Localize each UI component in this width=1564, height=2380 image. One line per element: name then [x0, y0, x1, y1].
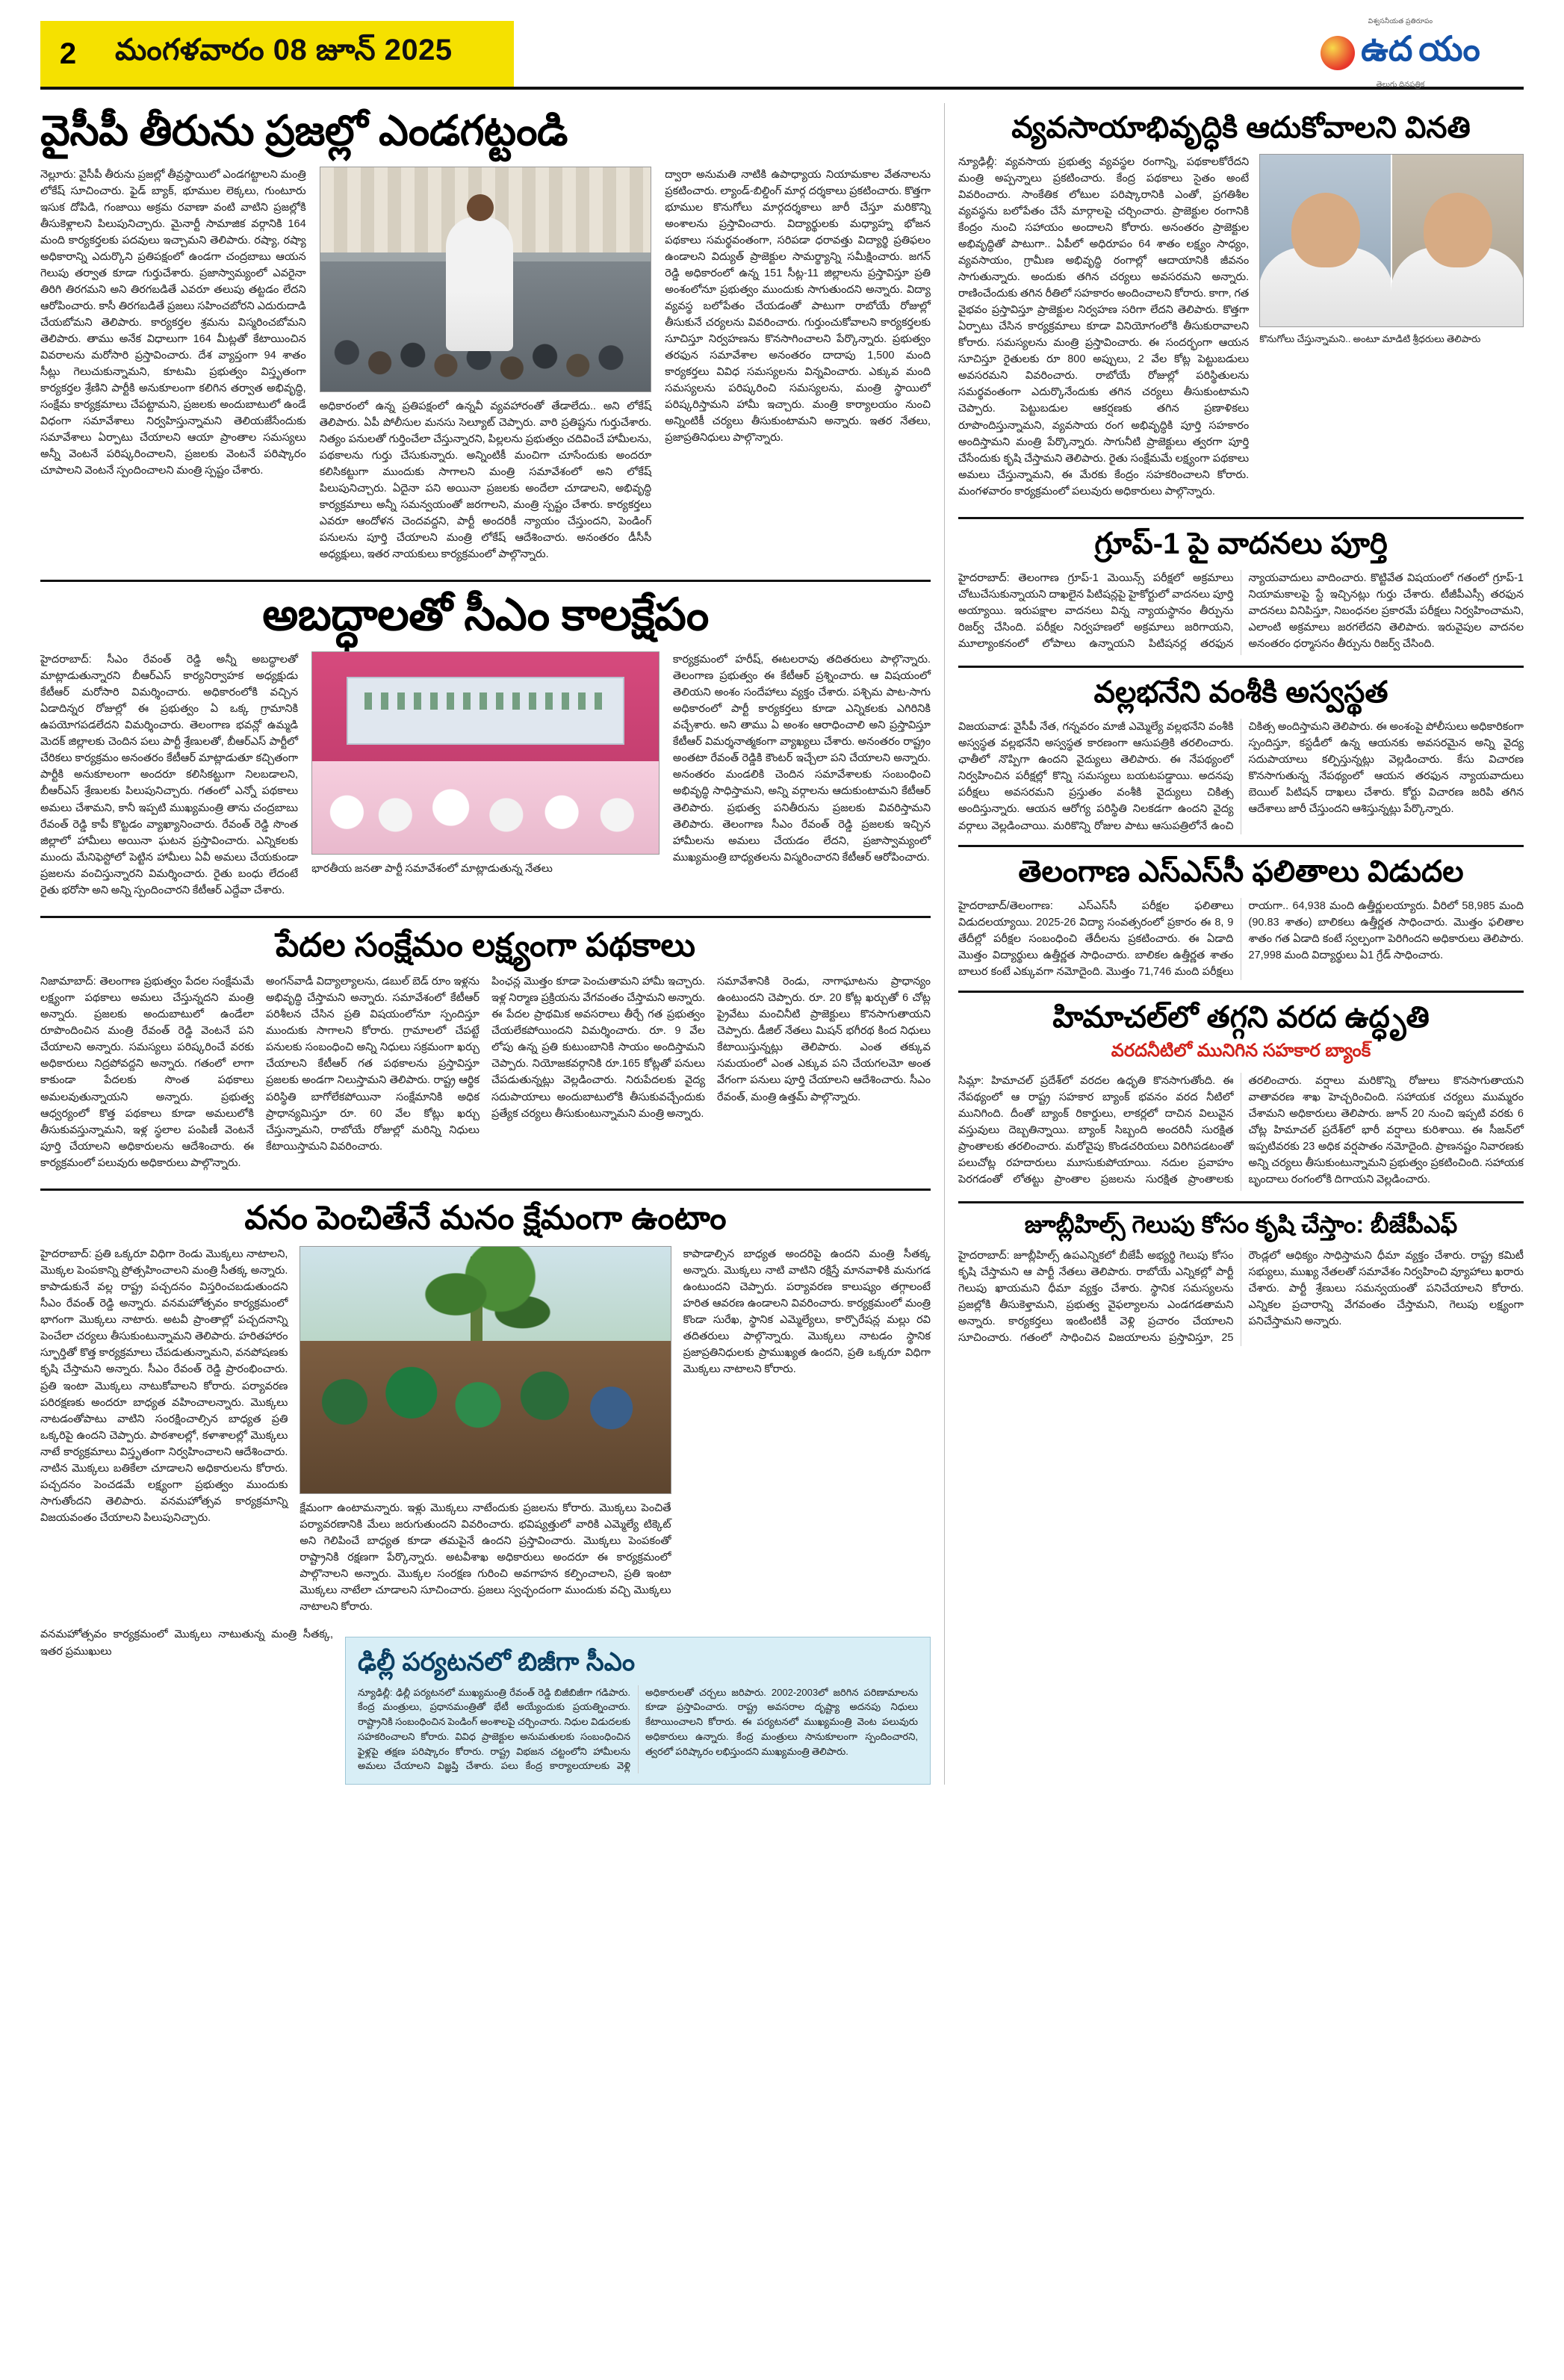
page-body: [40, 90, 1524, 1785]
article-himachal: [958, 1000, 1524, 1191]
newspaper-page: [0, 17, 1564, 2380]
headline-bjp: జూబ్లీహిల్స్ గెలుపు కోసం కృషి చేస్తాం: బీజేపీఎఫ్: [1024, 1211, 1458, 1239]
ysrcp-text-2: అధికారంలో ఉన్న ప్రతిపక్షంలో ఉన్నవీ వ్యవహారంతో తేడాలేదు.. అని లోకేష్ తెలిపారు. ఏపీ పోలీసుల మనసు సెల్యూట్ చెప్పారు. వారి ప్రతిష్టను గుర్తుచేశారు. నిత్యం పనులతో గుర్తించేలా చేస్తున్నారని, పిల్లలను ప్రభుత్వం చదివించే హామీలను, పథకాలను గుర్తు చేసుకున్నారు. అన్నింటికీ మంచిగా చూసేందుకు అందరూ కలిసికట్టుగా ముందుకు సాగాలని మంత్రి సమావేశంలో అని లోకేష్ పిలుపునిచ్చారు. ఏదైనా పని అయినా ప్రజలకు అందేలా చూడాలని, అభివృద్ధి కార్యక్రమాలు అన్నీ సమన్వయంతో జరగాలని, మంత్రి స్పష్టం చేశారు. కార్యకర్తలు ఎవరూ ఆందోళన చెందవద్దని, పార్టీ అందరికీ న్యాయం చేస్తుందని, పెండింగ్ పనులను పూర్తి చేయాలని మంత్రి లోకేష్ ఆదేశించారు. అనంతరం డీసీసీ అధ్యక్షులు, ఇతర నాయకులు కార్యక్రమంలో పాల్గొన్నారు.: [319, 400, 652, 560]
forest-media-col: [300, 1246, 671, 1622]
logo-tagline-top: విశ్వసనీయత ప్రతిరూపం: [1368, 17, 1433, 25]
poverty-col-3: [491, 973, 705, 1177]
agri-media-col: [1259, 154, 1524, 506]
forest-filler-col: [40, 1626, 333, 1785]
ysrcp-text-3: ద్వారా అనుమతి నాటికి ఉపాధ్యాయ నియామకాల వేతనాలను ప్రకటించారు. ల్యాండ్-బిల్డింగ్ మార్గ దర్శకాలు ప్రకటించారు. కొత్తగా భూముల కొనుగోలు మార్గదర్శకాలు జారీ చేస్తూ మరికొన్ని అంశాలను ప్రస్తావించారు. విద్యార్థులకు మధ్యాహ్న భోజన పథకాలు సమర్థవంతంగా, సరిపడా ధరావత్తు విద్యార్థి ప్రతిఫలం ఉండాలని విద్యుత్ ప్రాజెక్టుల సామర్థ్యాన్ని సమీక్షించారు. జగన్ రెడ్డి అధికారంలో ఉన్న 151 సీట్ల-11 జిల్లాలను ప్రస్తావిస్తూ ప్రతి అంశంలోనూ ప్రభుత్వం ముందుకు సాగుతుందని అన్నారు. విద్యా వ్యవస్థ బలోపేతం చేయడంతో పాటుగా రాబోయే రోజుల్లో తీసుకునే చర్యలను వివరించారు. గుర్తుంచుకోవాలని కార్యకర్తలకు సూచిస్తూ నిర్వహణను కొనసాగించాలని పేర్కొన్నారు. ప్రభుత్వం తరఫున సమావేశాల అనంతరం దాదాపు 1,500 మంది కార్యకర్తలు వివిధ సమస్యలను విన్నవించారు. ఎక్కువ మంది సమస్యలను పరిష్కరించి సమస్యలను, మంత్రి స్థాయిలో పరిష్కరిస్తామని హామీ ఇచ్చారు. మంత్రి కార్యాలయం నుంచి అన్నింటికీ చర్యలు తీసుకుంటామని అన్నారు. ఇతర నేతలు, ప్రజాప్రతినిధులు పాల్గొన్నారు.: [665, 168, 931, 444]
forest-col-3: [683, 1246, 931, 1622]
poverty-text-2: అంగన్‌వాడీ విద్యాల్యాలను, డబుల్ బెడ్ రూం ఇళ్లను అభివృద్ధి చేస్తామని అన్నారు. సమావేశంలో కేటీఆర్ పరిశీలన చేసిన ప్రతి విషయంలోనూ స్పందిస్తూ ముందుకు సాగాలని కోరారు. గ్రామాలలో చేపట్టే పనులకు సంబంధించి అన్ని నిధులు సక్రమంగా ఖర్చు చేయాలని కేటీఆర్ గత పథకాలను ప్రస్తావిస్తూ ప్రజలకు అండగా నిలుస్తామని తెలిపారు. రాష్ట్ర ఆర్థిక పరిస్థితి బాగోలేకపోయినా సంక్షేమానికి అధిక ప్రాధాన్యమిస్తూ రూ. 60 వేల కోట్లు ఖర్చు చేస్తున్నామని, రాబోయే రోజుల్లో మరిన్ని నిధులు కేటాయిస్తామని వివరించారు.: [266, 976, 480, 1153]
poverty-text-1: నిజామాబాద్: తెలంగాణ ప్రభుత్వం పేదల సంక్షేమమే లక్ష్యంగా పథకాలు అమలు చేస్తున్నదని మంత్రి అన్నారు. ప్రజలకు అందుబాటులో ఉండేలా రూపొందించిన మంత్రి రేవంత్ రెడ్డి వెంటనే పని చేయాలని అన్నారు. సమస్యలు పరిష్కరించే వరకు అధికారులు నిద్రపోవద్దని అన్నారు. గతంలో లాగా కాకుండా పేదలకు సొంత పథకాలు అమలవుతున్నాయని అన్నారు. ప్రభుత్వ ఆధ్వర్యంలో కొత్త పథకాలు కూడా అమలులోకి తీసుకువస్తున్నామని, ఇళ్ల స్థలాల పంపిణీ వెంటనే పూర్తి చేయాలని అధికారులను ఆదేశించారు. ఈ కార్యక్రమంలో పలువురు అధికారులు పాల్గొన్నారు.: [40, 976, 254, 1169]
headline-group1: గ్రూప్-1 పై వాదనలు పూర్తి: [1094, 527, 1388, 560]
ysrcp-text-1: నెల్లూరు: వైసీపీ తీరును ప్రజల్లో తీవ్రస్థాయిలో ఎండగట్టాలని మంత్రి లోకేష్ సూచించారు. ఫైడ్ బ్యాక్, భూముల లెక్కలు, గుంటూరు ఇసుక దోపిడి, గంజాయి అక్రమ రవాణా వంటి వాటిని ప్రజల్లోకి తీసుకెళ్లాలని పిలుపునిచ్చారు. మైనార్టీ సామాజిక వర్గానికి 164 మంది కార్యకర్తలకు పదవులు ఇచ్చామని తెలిపారు. రష్యా, రష్యా అధికారాన్ని ఎదుర్కొని ప్రతిపక్షంలో ఉండగా చంద్రబాబు ఆయన గెలుపు తర్వాత కూడా గుర్తుచేశారు. ప్రజాస్వామ్యంలో ఎవరైనా తిరిగి తిరగమని అని తిరగబడితే ఎవరూ తలుపు తట్టడం లేదని ఆరోపించారు. కాసీ తిరగబడితే ప్రజలు సహించబోరని ఎదురుదాడి చేయబోమని తెలిపారు. కార్యకర్తల శ్రమను విస్మరించబోమని తెలిపారు. తాము అనేక విధాలుగా 164 మీట్లతో కేటాయించిన వివరాలను మరోసారి ప్రస్తావించారు. దేశ వ్యాప్తంగా 94 శాతం సీట్లు గెలుచుకున్నామని, కూటమి ప్రభుత్వం విస్తృతంగా కార్యకర్తల శ్రేణిని పార్టీకి అనుకూలంగా కలిగిన తర్వాత అభివృద్ధి, సంక్షేమ కార్యక్రమాలు చేపట్టామని, ప్రజలకు అందుబాటులో ఉండే విధంగా సమావేశాలు నిర్వహిస్తున్నామని తెలియజేసేందుకు సమావేశాలు ఏర్పాటు చేయాలని ఆయా ప్రాంతాల సమస్యలు అన్నీ వెంటనే పరిష్కరించాలని, ప్రజలకు వెంటనే పరిష్కారం చూపాలని వెంటనే స్పందించాలని మంత్రి స్పష్టం చేశారు.: [40, 168, 306, 477]
agri-photo-caption: కొనుగోలు చేస్తున్నామని.. అంటూ మాడిటి శ్రీధరులు తెలిపారు: [1259, 333, 1481, 344]
cm-lies-text-1: హైదరాబాద్: సీఎం రేవంత్ రెడ్డి అన్నీ అబద్ధాలతో మాట్లాడుతున్నారని బీఆర్ఎస్ కార్యనిర్వాహక అధ్యక్షుడు కేటీఆర్ మరోసారి విమర్శించారు. అధికారంలోకి వచ్చిన ఏడాదిన్నర రోజుల్లో ఈ ప్రభుత్వం ఏ ఒక్క గ్రామానికి ఉపయోగపడలేదని విమర్శించారు. తెలంగాణ భవన్లో ఉమ్మడి మెదక్ జిల్లాలకు చెందిన పలు పార్టీ శ్రేణులతో, బీఆర్ఎస్ పార్టీలో చేరికలు కార్యక్రమం అనంతరం కేటీఆర్ మాట్లాడుతూ కచ్చితంగా పార్టీకి అనుకూలంగా అందరూ కలిసికట్టుగా నిలబడాలని, బీఆర్ఎస్ శ్రేణులకు పిలుపునిచ్చారు. గతంలో ఎన్నో పథకాలు అమలు చేశామని, కానీ ఇప్పటి ముఖ్యమంత్రి తాను చంద్రబాబు రేవంత్ రెడ్డి కాపీ కొట్టడం వ్యాఖ్యానించారు. రేవంత్ రెడ్డి సొంత జిల్లాలో హామీలు అయినా ఘటన ప్రస్తావించారు. ఎన్నికలకు ముందు మేనిఫెస్టోలో పెట్టిన హామీలు ఏవీ అమలు చేయకుండా ప్రజలను వంచిస్తున్నారని విమర్శించారు. రైతు బంధు లేదంటే రైతు భరోసా అని అన్ని స్పందించారని కేటీఆర్ ఎద్దేవా చేశారు.: [40, 654, 299, 896]
forest-text-1: హైదరాబాద్: ప్రతి ఒక్కరూ విధిగా రెండు మొక్కలు నాటాలని, మొక్కల పెంపకాన్ని ప్రోత్సహించాలని మంత్రి సీతక్క అన్నారు. కాపాడుకునే వల్ల రాష్ట్ర పచ్చదనం విస్తరించబడుతుందని సీఎం రేవంత్ రెడ్డి అన్నారు. వనమహోత్సవం కార్యక్రమంలో భాగంగా మొక్కలు నాటారు. అటవీ ప్రాంతాల్లో పచ్చదనాన్ని పెంచేలా చర్యలు తీసుకుంటున్నామని తెలిపారు. హరితహారం స్ఫూర్తితో కొత్త కార్యక్రమాలు చేపడుతున్నామని, వనపోషణకు కృషి చేస్తామని అన్నారు. సీఎం రేవంత్ రెడ్డి ప్రారంభించారు. ప్రతి ఇంటా మొక్కలు నాటుకోవాలని కోరారు. పర్యావరణ పరిరక్షణకు అందరూ బాధ్యత వహించాలన్నారు. మొక్కలు నాటడంతోపాటు వాటిని సంరక్షించాల్సిన బాధ్యత ప్రతి ఒక్కరిపై ఉందని చెప్పారు. పాఠశాలల్లో, కళాశాలల్లో మొక్కలు నాటే కార్యక్రమాలు విస్తృతంగా నిర్వహించాలని ఆదేశించారు. నాటిన మొక్కలు బతికేలా చూడాలని అధికారులను కోరారు. పచ్చదనం పెంచడమే లక్ష్యంగా ప్రభుత్వం ముందుకు సాగుతోందని తెలిపారు. వనమహోత్సవ కార్యక్రమాన్ని విజయవంతం చేయాలని పిలుపునిచ్చారు.: [40, 1248, 288, 1524]
article-ysrcp: [40, 108, 931, 569]
forest-text-3: కాపాడాల్సిన బాధ్యత అందరిపై ఉందని మంత్రి సీతక్క అన్నారు. మొక్కలు నాటి వాటిని రక్షిస్తే మానవాళికి మనుగడ ఉంటుందని చెప్పారు. పర్యావరణ కాలుష్యం తగ్గాలంటే హరిత ఆవరణ ఉండాలని వివరించారు. కార్యక్రమంలో మంత్రి కొండా సురేఖ, స్థానిక ఎమ్మెల్యేలు, కార్పొరేషన్ల మల్లు రవి తదితరులు పాల్గొన్నారు. మొక్కలు నాటడం స్థానిక ప్రజాప్రతినిధులకు ప్రాముఖ్యత ఉందని, ప్రతి ఒక్కరూ విధిగా మొక్కలు నాటాలని కోరారు.: [683, 1248, 931, 1376]
poverty-col-1: [40, 973, 254, 1177]
agri-text-col: [958, 154, 1249, 506]
poverty-col-4: [717, 973, 931, 1177]
page-number: 2: [59, 37, 77, 70]
ysrcp-col-3: [665, 167, 931, 569]
poverty-col-2: [266, 973, 480, 1177]
article-bjp: [958, 1211, 1524, 1346]
logo-word-primary: ఉద: [1361, 29, 1413, 68]
himachal-text: సిమ్లా: హిమాచల్ ప్రదేశ్‌లో వరదల ఉధృతి కొనసాగుతోంది. ఈ నేపథ్యంలో ఆ రాష్ట్ర సహకార బ్యాంక్ భవనం వరద నీటిలో మునిగింది. దీంతో బ్యాంక్ రికార్డులు, లాకర్లలో దాచిన విలువైన వస్తువులు దెబ్బతిన్నాయి. బ్యాంక్ సిబ్బంది అందరినీ సురక్షిత ప్రాంతాలకు తరలించారు. మరోవైపు కొండచరియలు విరిగిపడటంతో పలుచోట్ల రహదారులు మూసుకుపోయాయి. నదుల ప్రవాహం పెరగడంతో లోతట్టు ప్రాంతాల ప్రజలను సురక్షిత ప్రాంతాలకు తరలించారు. వర్షాలు మరికొన్ని రోజులు కొనసాగుతాయని వాతావరణ శాఖ హెచ్చరించింది. సహాయక చర్యలు ముమ్మరం చేశామని అధికారులు తెలిపారు. జూన్ 20 నుంచి ఇప్పటి వరకు 6 చోట్ల హిమాచల్ ప్రదేశ్‌లో భారీ వర్షాలు కురిశాయి. ఈ సీజన్‌లో ఇప్పటివరకు 23 అధిక వర్షపాతం నమోదైంది. ప్రాణనష్టం నివారణకు అన్ని చర్యలు తీసుకుంటున్నామని ప్రభుత్వం ప్రకటించింది. సహాయక బృందాలు రంగంలోకి దిగాయని వెల్లడించారు.: [958, 1074, 1524, 1186]
cm-lies-photo-caption: భారతీయ జనతా పార్టీ సమావేశంలో మాట్లాడుతున్న నేతలు: [311, 863, 553, 876]
poverty-text-4: సమావేశానికి రెండు, నాగాఘాటను ప్రాధాన్యం ఉంటుందని చెప్పారు. రూ. 20 కోట్ల ఖర్చుతో 6 చోట్ల ప్రైవేటు మంచినీటి ప్రాజెక్టులు కొనసాగుతాయని చెప్పారు. డీజిల్ నేతలు మిషన్ భగీరథ కింద నిధులు కేటాయిస్తున్నట్లు తెలిపారు. ఎంత తక్కువ సమయంలో ఎంత ఎక్కువ పని చేయగలమో అంత వేగంగా పనులు పూర్తి చేయాలని ఆదేశించారు. సీఎం రేవంత్, మంత్రి ఉత్తమ్ పాల్గొన్నారు.: [717, 976, 931, 1103]
vallabhaneni-text: విజయవాడ: వైసీపీ నేత, గన్నవరం మాజీ ఎమ్మెల్యే వల్లభనేని వంశీకి అస్వస్థత వల్లభనేని అస్వస్థత కారణంగా ఆసుపత్రికి తరలించారు. ఛాతీలో నొప్పిగా ఉందని వైద్యులు తెలిపారు. ఈ నేపథ్యంలో నిర్వహించిన పరీక్షల్లో కొన్ని సమస్యలు బయటపడ్డాయి. అదనపు పరీక్షలు అవసరమని ప్రస్తుతం వంశీకి వైద్యులు చికిత్స అందిస్తున్నారు. ఆయన ఆరోగ్య పరిస్థితి నిలకడగా ఉందని వైద్య వర్గాలు వెల్లడించాయి. మరికొన్ని రోజుల పాటు ఆసుపత్రిలోనే ఉంచి చికిత్స అందిస్తామని తెలిపారు. ఈ అంశంపై పోలీసులు అధికారికంగా స్పందిస్తూ, కస్టడీలో ఉన్న ఆయనకు అవసరమైన అన్ని వైద్య సదుపాయాలు కల్పిస్తున్నట్లు వెల్లడించారు. కేసు విచారణ కొనసాగుతున్న నేపథ్యంలో ఆయన తరఫున న్యాయవాదులు బెయిల్ పిటిషన్ దాఖలు చేశారు. కోర్టు విచారణ జరిపి తగిన ఆదేశాలు జారీ చేస్తుందని ఆశిస్తున్నట్లు పేర్కొన్నారు.: [958, 721, 1524, 832]
issue-date: మంగళవారం 08 జూన్ 2025: [115, 33, 453, 66]
article-ssc: [958, 855, 1524, 980]
masthead: [40, 17, 1524, 90]
cm-lies-col-1: [40, 651, 298, 905]
delhi-box-text: న్యూఢిల్లీ: ఢిల్లీ పర్యటనలో ముఖ్యమంత్రి రేవంత్ రెడ్డి బిజీబిజీగా గడిపారు. కేంద్ర మంత్రులు, ప్రధానమంత్రితో భేటీ అయ్యేందుకు ప్రయత్నించారు. రాష్ట్రానికి సంబంధించిన పెండింగ్ అంశాలపై చర్చించారు. నిధుల విడుదలకు సహకరించాలని కోరారు. వివిధ ప్రాజెక్టుల అనుమతులకు సంబంధించిన ఫైళ్లపై తక్షణ పరిష్కారం కోరారు. రాష్ట్ర విభజన చట్టంలోని హామీలను అమలు చేయాలని విజ్ఞప్తి చేశారు. పలు కేంద్ర కార్యాలయాలకు వెళ్లి అధికారులతో చర్చలు జరిపారు. 2002-2003లో జరిగిన పరిణామాలను కూడా ప్రస్తావించారు. రాష్ట్ర అవసరాల దృష్ట్యా అదనపు నిధులు కేటాయించాలని కోరారు. ఈ పర్యటనలో ముఖ్యమంత్రి వెంట పలువురు అధికారులు ఉన్నారు. కేంద్ర మంత్రులు సానుకూలంగా స్పందించారని, త్వరలో పరిష్కారం లభిస్తుందని ముఖ్యమంత్రి తెలిపారు.: [358, 1686, 918, 1772]
photo-ministers: [1259, 154, 1524, 327]
cm-lies-col-2: [673, 651, 931, 905]
logo-tagline-bottom: తెలుగు దినపత్రిక: [1376, 81, 1425, 89]
headline-forest: వనం పెంచితేనే మనం క్షేమంగా ఉంటాం: [244, 1199, 727, 1236]
article-agriculture: [958, 111, 1524, 506]
forest-photo-caption: వనమహోత్సవం కార్యక్రమంలో మొక్కలు నాటుతున్న మంత్రి సీతక్క, ఇతర ప్రముఖులు: [40, 1628, 333, 1658]
date-box: [96, 21, 514, 87]
article-vallabhaneni: [958, 675, 1524, 834]
group1-text: హైదరాబాద్: తెలంగాణ గ్రూప్-1 మెయిన్స్ పరీక్షలో అక్రమాలు చోటుచేసుకున్నాయని దాఖలైన పిటిషన్లపై హైకోర్టులో వాదనలు పూర్తి అయ్యాయి. ఇరుపక్షాల వాదనలు విన్న న్యాయస్థానం తీర్పును రిజర్వ్ చేసింది. పరీక్షల నిర్వహణలో అక్రమాలు జరిగాయని, మూల్యాంకనంలో లోపాలు ఉన్నాయని పిటిషనర్ల తరఫున న్యాయవాదులు వాదించారు. కొట్టివేత విషయంలో గతంలో గ్రూప్-1 నియామకాలపై స్టే ఇచ్చినట్లు గుర్తు చేశారు. టీజీపీఎస్సీ తరఫున వాదనలు వినిపిస్తూ, నిబంధనల ప్రకారమే పరీక్షలు నిర్వహించామని, ఎలాంటి అక్రమాలు జరగలేదని తెలిపారు. ఇరువైపుల వాదనల అనంతరం ధర్మాసనం తీర్పును రిజర్వ్ చేసింది.: [958, 571, 1524, 650]
headline-ssc: తెలంగాణ ఎస్‌ఎస్‌సీ ఫలితాలు విడుదల: [1018, 855, 1464, 888]
logo-word-secondary: యం: [1418, 29, 1480, 68]
photo-plantation: [300, 1246, 671, 1494]
headline-cm-lies: అబద్ధాలతో సీఎం కాలక్షేపం: [262, 589, 709, 640]
poverty-text-3: పింఛన్ల మొత్తం కూడా పెంచుతామని హామీ ఇచ్చారు. ఇళ్ల నిర్మాణ ప్రక్రియను వేగవంతం చేస్తామని అన్నారు. ఈ పేదల ప్రాథమిక అవసరాలు తీర్చే గత ప్రభుత్వం చేయలేకపోయిందని విమర్శించారు. రూ. 9 వేల లోపు ఉన్న ప్రతి కుటుంబానికి సాయం అందిస్తామని చెప్పారు. నియోజకవర్గానికి రూ.165 కోట్లతో పనులు చేపడుతున్నట్లు వెల్లడించారు. నిరుపేదలకు వైద్య సదుపాయాలు అందుబాటులోకి తీసుకువచ్చేందుకు ప్రత్యేక చర్యలు తీసుకుంటున్నామని మంత్రి అన్నారు.: [491, 976, 705, 1120]
forest-text-2: క్షేమంగా ఉంటామన్నారు. ఇళ్లు మొక్కలు నాటేందుకు ప్రజలను కోరారు. మొక్కలు పెంచితే పర్యావరణానికి మేలు జరుగుతుందని వివరించారు. భవిష్యత్తులో వారికి ఎమ్మెల్యే టిక్కెట్ అని గెలిపించే బాధ్యత కూడా తమపైనే ఉందని ప్రస్తావించారు. మొక్కలు పెంపకంతో రాష్ట్రానికి రక్షణగా పేర్కొన్నారు. అటవీశాఖ అధికారులు అందరూ ఈ కార్యక్రమంలో పాల్గొనాలని అన్నారు. మొక్కల సంరక్షణ గురించి అవగాహన కల్పించాలని, ప్రతి ఇంటా మొక్కలు నాటేలా చూడాలని సూచించారు. ప్రజలు స్వచ్ఛందంగా ముందుకు వచ్చి మొక్కలు నాటాలని కోరారు.: [300, 1502, 671, 1614]
ssc-text: హైదరాబాద్‌/తెలంగాణ: ఎస్‌ఎస్‌సీ పరీక్షల ఫలితాలు విడుదలయ్యాయి. 2025-26 విద్యా సంవత్సరంలో ప్రకారం ఈ 8, 9 తేదీల్లో పరీక్షల సంబంధించి తేదీలను ప్రకటించారు. ఈ ఏడాది మొత్తం విద్యార్థులు ఉత్తీర్ణత సాధించారు. బాలికల ఉత్తీర్ణత శాతం బాలుర కంటే ఎక్కువగా నమోదైంది. మొత్తం 71,746 మంది పరీక్షలు రాయగా.. 64,938 మంది ఉత్తీర్ణులయ్యారు. వీరిలో 58,985 మంది (90.83 శాతం) బాలికలు ఉత్తీర్ణత సాధించారు. మొత్తం ఫలితాల శాతం గత ఏడాది కంటే స్వల్పంగా పెరిగిందని అధికారులు తెలిపారు. 27,998 మంది విద్యార్థులు ఏ1 గ్రేడ్ సాధించారు.: [958, 899, 1524, 978]
left-region: [40, 103, 944, 1785]
delhi-box-wrap: [345, 1626, 931, 1785]
article-cm-lies: [40, 589, 931, 905]
photo-bjp-meeting: [311, 651, 660, 855]
right-region: [944, 103, 1524, 1785]
article-group1: [958, 527, 1524, 656]
article-poverty: [40, 927, 931, 1178]
headline-vallabhaneni: వల్లభనేని వంశీకి అస్వస్థత: [1093, 676, 1388, 710]
sun-icon: [1321, 36, 1355, 70]
article-forest: [40, 1200, 931, 1785]
cm-lies-media-col: [311, 651, 660, 905]
bjp-text: హైదరాబాద్: జూబ్లీహిల్స్ ఉపఎన్నికలో బీజేపీ అభ్యర్థి గెలుపు కోసం కృషి చేస్తామని ఆ పార్టీ నేతలు తెలిపారు. రాబోయే ఎన్నికల్లో పార్టీ గెలుపు ఖాయమని ధీమా వ్యక్తం చేశారు. స్థానిక సమస్యలను ప్రజల్లోకి తీసుకెళ్తామని, ప్రభుత్వ వైఫల్యాలను ఎండగడతామని అన్నారు. కార్యకర్తలు ఇంటింటికీ వెళ్లి ప్రచారం చేయాలని సూచించారు. గతంలో సాధించిన విజయాలను ప్రస్తావిస్తూ, 25 రౌండ్లలో ఆధిక్యం సాధిస్తామని ధీమా వ్యక్తం చేశారు. రాష్ట్ర కమిటీ సభ్యులు, ముఖ్య నేతలతో సమావేశం నిర్వహించి వ్యూహాలు ఖరారు చేశారు. పార్టీ శ్రేణులు సమన్వయంతో పనిచేయాలని కోరారు. ఎన్నికల ప్రచారాన్ని వేగవంతం చేస్తామని, గెలుపు లక్ష్యంగా పనిచేస్తామని అన్నారు.: [958, 1250, 1524, 1345]
headline-agriculture: వ్యవసాయాభివృద్ధికి ఆదుకోవాలని వినతి: [1011, 111, 1471, 144]
forest-col-1: [40, 1246, 288, 1622]
agri-text: న్యూఢిల్లీ: వ్యవసాయ ప్రభుత్వ వ్యవస్థల రంగాన్ని, పథకాలకోరేదని మంత్రి అప్పన్నాలు ప్రకటించారు. కేంద్ర పథకాలు సైతం అంటే వివరించారు. సాంకేతిక లోటుల పరిష్కారానికి ఎంతో, ప్రగతిశీల వ్యవస్థను బలోపేతం చేసే మార్గాలపై చర్చించారు. ప్రాజెక్టుల రంగానికి కేంద్రం నుంచి సహాయం అందాలని కోరారు. అనంతరం ప్రాజెక్టుల అభివృద్ధితో పాటుగా.. ఏపీలో అధిరూపం 64 శాతం లక్ష్యం సాధ్యం, వ్యవసాయం, గ్రామీణ అభివృద్ధి రంగాల్లో ఆదాయానికి జీవనం సాగుతున్నారు. అందుకు తగిన చర్యలు అవసరమని అన్నారు. రాణించేందుకు తగిన రీతిలో సహకారం అందించాలని కోరారు. కాగా, గత వైభవం ప్రస్తావిస్తూ ప్రాజెక్టుల నిర్వహణ సరిగా లేదని తెలిపారు. కొత్తగా ఏర్పాటు చేసిన కార్యక్రమాలు కూడా వినియోగంలోకి తీసుకురావాలని కోరారు. సమస్యలను మంత్రి ప్రస్తావించారు. ఈ సందర్భంగా ఆయన సూచిస్తూ రైతులకు రూ 800 అప్పులు, 2 వేల కోట్ల పెట్టుబడులు అవసరమని వివరించారు. రాబోయే రోజుల్లో పరిస్థితులను సమర్థవంతంగా ఎదుర్కొనేందుకు తగిన చర్యలు తీసుకుంటామని చెప్పారు. పెట్టుబడుల ఆకర్షణకు తగిన ప్రణాళికలు రూపొందిస్తున్నామని, వ్యవసాయ రంగ అభివృద్ధికి పూర్తి సహకారం అందిస్తామని మంత్రి పేర్కొన్నారు. సాగునీటి ప్రాజెక్టులు త్వరగా పూర్తి చేసేందుకు కృషి చేస్తామని తెలిపారు. రైతు సంక్షేమమే లక్ష్యంగా పథకాలు అమలు చేస్తున్నామని, ఈ మేరకు కేంద్రం సహకరించాలని కోరారు. మంగళవారం కార్యక్రమంలో పలువురు అధికారులు పాల్గొన్నారు.: [958, 156, 1250, 498]
photo-rally: [320, 167, 652, 392]
subhead-himachal: వరదనీటిలో మునిగిన సహకార బ్యాంక్: [1111, 1040, 1371, 1061]
newspaper-logo: [1277, 17, 1524, 89]
masthead-spacer: [514, 21, 1277, 87]
boxed-story-delhi: [345, 1637, 931, 1785]
headline-ysrcp: వైసీపీ తీరును ప్రజల్లో ఎండగట్టండి: [40, 107, 568, 154]
headline-delhi-box: ఢిల్లీ పర్యటనలో బిజీగా సీఎం: [358, 1648, 636, 1677]
cm-lies-text-2: కార్యక్రమంలో హరీష్, ఈటలరావు తదితరులు పాల్గొన్నారు. తెలంగాణ ప్రభుత్వం ఈ కేటీఆర్ ప్రశ్నించారు. ఆ విషయంలో తెలియని అంశం సందేహాలు వ్యక్తం చేశారు. పశ్చిమ పాట-సాగు అధికారంలో పార్టీ కార్యకర్తలు కూడా ఎన్నికలకు ఎగిరినికి వచ్చేశారు. అని తాము ఏ అంశం ఆరాధించాలి అని ప్రస్తావిస్తూ కేటీఆర్ విమర్శనాత్మకంగా వ్యాఖ్యలు చేశారు. అనంతరం రాష్ట్రం అంతటా రేవంత్ రెడ్డికి కౌంటర్ ఇచ్చేలా పని చేయాలని అన్నారు. అనంతరం మండలికి చెందిన సమావేశాలకు సంబంధించి అభివృద్ధి సాధిస్తామని, అన్ని వర్గాలను ఆదుకుంటామని కేటీఆర్ తెలిపారు. ప్రభుత్వ పనితీరును ప్రజలకు వివరిస్తామని తెలిపారు. తెలంగాణ సీఎం రేవంత్ రెడ్డి ప్రజలకు ఇచ్చిన హామీలను అమలు చేయడం లేదని, ప్రజాస్వామ్యంలో ముఖ్యమంత్రి బాధ్యతలను విస్మరించారని కేటీఆర్ ఆరోపించారు.: [672, 654, 931, 864]
page-number-badge: [40, 21, 96, 87]
ysrcp-col-1: [40, 167, 306, 569]
headline-himachal: హిమాచల్‌లో తగ్గని వరద ఉద్ధృతి: [1052, 1000, 1430, 1034]
logo-wordmark: [1321, 28, 1480, 78]
ysrcp-media-col: [320, 167, 652, 569]
headline-poverty: పేదల సంక్షేమం లక్ష్యంగా పథకాలు: [276, 926, 695, 964]
